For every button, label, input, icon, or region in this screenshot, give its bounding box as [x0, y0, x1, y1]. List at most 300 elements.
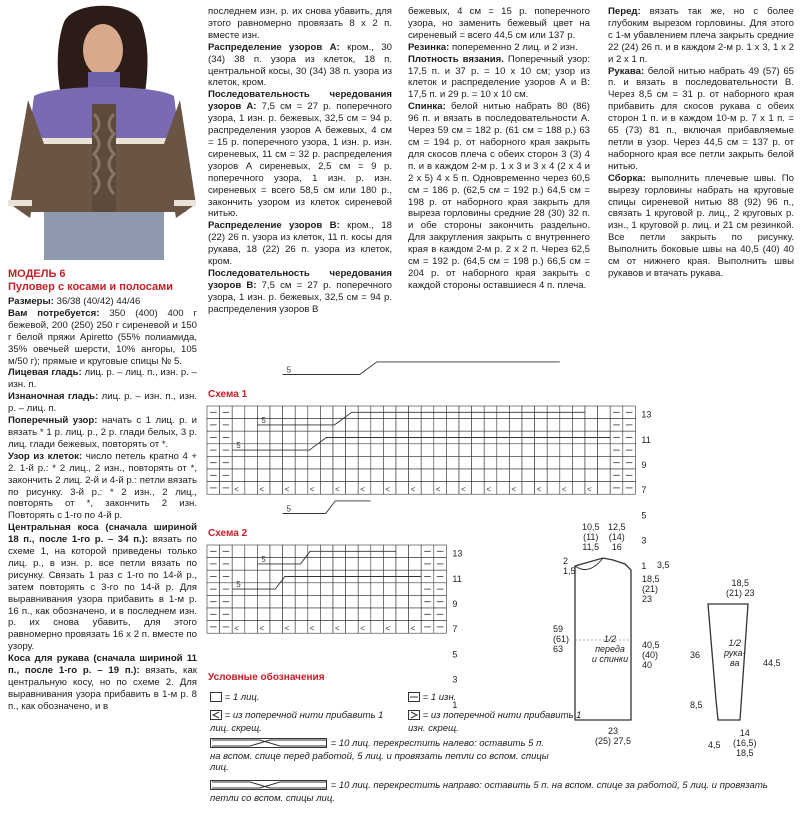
stockinette-value: лиц. р. – лиц. п., изн. р. – изн. п. — [8, 367, 197, 391]
schema-2-cell — [409, 545, 422, 558]
schema-1-cell — [383, 469, 396, 482]
schema-1-cell — [371, 469, 384, 482]
schema-2-increase-mark: < — [284, 624, 290, 634]
back-value: белой нитью набрать 80 (86) 96 п. и вязать в последовательности А. Через 59 см = 182 р. (61 см = 188 р.) 63 см = 194 р. от наборного края закрыть для скосов плеча с обеих сторон 3 (3) 4 п. и в каждом 2-м р. 1 х 3 и 3 х 4 (2 х 4 и 2 х 5) 4 х 5 п. Одновременно через 60,5 см = 186 р. (62,5 см = 192 р.) 64,5 см = 198 р. от наборного края закрыть для выреза горловины средние 28 (30) 32 п. и обе стороны закончить раздельно. Для закругления закрыть с внутреннего края в каждом 2-м р. 2 х 2 п. Через 62,5 см = 192 р. (64,5 см = 198 р.) 66,5 см = 204 р. от наборного края закрыть с каждой стороны оставшиеся 4 п. плеча. — [408, 101, 590, 291]
schema-1-cell — [535, 469, 548, 482]
schema-1-cell — [598, 406, 611, 419]
schema-2-cell — [283, 583, 296, 596]
sleeve-total-dim: 44,5 — [763, 658, 781, 668]
schema-1-row-number: 3 — [641, 535, 647, 546]
schema-1-cell — [245, 469, 258, 482]
schema-2-cell — [270, 595, 283, 608]
schema-1-cell — [409, 419, 422, 432]
column-3 — [408, 6, 590, 292]
schema-2-cell — [283, 608, 296, 621]
armhole-dim — [642, 574, 660, 604]
shoulder-width: 12,5 — [608, 522, 626, 532]
schema-1-cell — [585, 419, 598, 432]
schema-1-cell — [459, 419, 472, 432]
schema-2-cell — [396, 583, 409, 596]
sleeve-cable-label: Коса для рукава (сначала шириной 11 п., после 1-го р. – 19 п.): — [8, 653, 197, 677]
schema-1-cell — [585, 444, 598, 457]
sleeve-top-alt: (21) 23 — [726, 588, 755, 598]
length-alt: (61) — [553, 634, 570, 644]
schema-1-cell — [572, 444, 585, 457]
schema-1-cell — [270, 469, 283, 482]
schema-2-cell — [245, 558, 258, 571]
distribution-a-label: Распределение узоров А: — [208, 41, 340, 53]
schema-2-cell — [409, 595, 422, 608]
schema-1-increase-mark: < — [561, 485, 567, 495]
schema-1-cell — [245, 482, 258, 495]
schema-1-cell — [598, 444, 611, 457]
schema-2-cell — [346, 595, 359, 608]
schema-2-cell — [320, 583, 333, 596]
schema-1-row-number: 7 — [641, 485, 647, 496]
schema-1-cell — [308, 456, 321, 469]
schema-1-cell — [560, 444, 573, 457]
schema-1-cell — [295, 406, 308, 419]
schema-1-cell — [409, 469, 422, 482]
schema-1-cell — [396, 456, 409, 469]
schema-1-cell — [371, 456, 384, 469]
schema-1-cable-line — [283, 362, 560, 375]
schema-2-row-number: 3 — [452, 674, 458, 685]
legend-cross-right — [210, 780, 770, 804]
schema-2-cell — [333, 595, 346, 608]
body-label-c: и спинки — [591, 654, 629, 664]
schema-2-row-number: 13 — [452, 548, 463, 559]
schema-1-cell — [232, 419, 245, 432]
schema-1-cell — [346, 469, 359, 482]
schema-1-cell — [358, 469, 371, 482]
schema-2-cell — [232, 545, 245, 558]
schema-2-cell — [320, 608, 333, 621]
schema-1-row-number: 9 — [641, 460, 647, 470]
schema-2-increase-mark: < — [360, 624, 365, 634]
neck-front-dim: 3,5 — [657, 560, 670, 570]
schema-2-cell — [371, 583, 384, 596]
schema-2-cell — [295, 545, 308, 558]
schema-1-cell — [232, 456, 245, 469]
schema-1-cell — [283, 456, 296, 469]
schema-1-row-number: 5 — [641, 510, 647, 521]
schema-2-row-number: 7 — [452, 624, 458, 635]
central-cable-value: вязать по схеме 1, на которой приведены только лиц. р., в изн. р. все петли вязать по рисунку. Связать 1 раз с 1-го по 14-й р., затем повторять с 3-го по 14-й р. Для выравнивания узора прибавить в 1-м р. 16 п., как обозначено, и в последнем изн. р. их снова убавить, для этого равномерно провязать 16 х 2 п. вместе по узору. — [8, 534, 198, 653]
rib-label: Резинка: — [408, 41, 450, 53]
schema-1-cell — [320, 469, 333, 482]
schema-1-cell — [598, 482, 611, 495]
schema-1-cell — [346, 482, 359, 495]
schema-1-cable-label: 5 — [261, 415, 266, 425]
schema-1-cell — [560, 419, 573, 432]
schema-2-row-number: 5 — [452, 649, 458, 660]
schema-1-cell — [535, 419, 548, 432]
schema-1-cell — [320, 406, 333, 419]
neck-depth-back: 2 — [563, 556, 569, 566]
schema-1-cell — [472, 456, 485, 469]
knit-symbol-icon — [210, 692, 222, 705]
legend-cross-left — [210, 738, 550, 773]
legend-inc-left — [210, 710, 400, 734]
schema-2-cell — [383, 558, 396, 571]
schema-1-title: Схема 1 — [208, 389, 248, 400]
schema-1-cell — [270, 456, 283, 469]
reverse-stockinette-label: Изнаночная гладь: — [8, 391, 99, 403]
schema-2-cell — [245, 621, 258, 634]
schema-1-cell — [295, 431, 308, 444]
schema-2-increase-mark: < — [234, 624, 239, 634]
schema-2-cell — [333, 608, 346, 621]
schema-1-cell — [257, 456, 270, 469]
schema-1-cell — [446, 419, 459, 432]
side-dim — [642, 640, 660, 670]
half-width: 23 — [607, 726, 618, 736]
schema-2-row-number: 1 — [452, 699, 458, 710]
side: 40,5 — [642, 640, 660, 650]
col2-continuation: последнем изн. р. их снова убавить, для этого равномерно провязать 8 х 2 п. вместе изн. — [208, 6, 392, 41]
schema-2-cell — [270, 621, 283, 634]
schema-1-cable-label: 5 — [286, 365, 292, 375]
schema-1-cell — [522, 456, 535, 469]
schema-1-cell — [446, 456, 459, 469]
schema-1-cell — [346, 456, 359, 469]
schema-1-increase-mark: < — [234, 485, 239, 495]
legend-purl — [408, 692, 588, 705]
schema-1-cell — [509, 444, 522, 457]
front-label: Перед: — [608, 6, 641, 17]
length-l: 63 — [553, 644, 564, 654]
schema-2-increase-mark: < — [335, 624, 340, 634]
schema-1-cell — [585, 469, 598, 482]
schema-2-cell — [320, 621, 333, 634]
back-label: Спинка: — [408, 101, 446, 113]
schema-2-cable-label: 5 — [261, 554, 266, 564]
sizes-label: Размеры: — [8, 296, 54, 307]
schema-1-cell — [409, 444, 422, 457]
schema-1-cell — [346, 444, 359, 457]
schema-2-cell — [257, 608, 270, 621]
check-pattern-value: число петель кратно 4 + 2. 1-й р.: * 2 лиц., 2 изн., повторять от *, закончить 2 лиц. 2-й и 4-й р.: петли вязать по рисунку. 3-й р.: * 2 изн., 2 лиц., повторять от *, закончить 2 изн. Повторять с 1-го по 4-й р. — [8, 450, 198, 522]
schema-2-cell — [245, 595, 258, 608]
schema-1-cell — [396, 444, 409, 457]
schema-1-cell — [598, 469, 611, 482]
schema-1-cell — [371, 482, 384, 495]
schema-1-cell — [547, 419, 560, 432]
distribution-a-value: кром., 30 (34) 38 п. узора из клеток, 18 п. центральной косы, 30 (34) 38 п. узора из клеток, кром. — [208, 41, 392, 89]
neck-width-l: 11,5 — [582, 542, 600, 552]
schema-2-cable-line — [283, 501, 371, 514]
schema-1-cell — [522, 444, 535, 457]
sleeve-label-c: ва — [729, 658, 740, 668]
schema-1-cell — [308, 469, 321, 482]
schema-1-cell — [497, 444, 510, 457]
schema-2-cell — [270, 545, 283, 558]
side-alt: (40) — [642, 650, 659, 660]
schema-1-increase-mark: < — [435, 485, 441, 495]
schema-1-cell — [383, 419, 396, 432]
schema-1-cell — [358, 444, 371, 457]
schema-1-cell — [295, 456, 308, 469]
sleeve-bottom-l: 18,5 — [735, 748, 754, 758]
sleeve-cable-value: вязать, как центральную косу, но по схеме 2. Для выравнивания узора прибавить в 1-м р. 8 п., как обозначено, и в — [8, 665, 197, 712]
model-name: Пуловер с косами и полосами — [8, 281, 173, 293]
materials-label: Вам потребуется: — [8, 307, 100, 319]
schema-2-cell — [320, 595, 333, 608]
legend-inc-right-text: = из поперечной нити прибавить 1 изн. скрещ. — [408, 710, 582, 734]
stripe-pattern-value: начать с 1 лиц. р. и вязать * 1 р. лиц. р., 2 р. глади белых, 3 р. лиц. глади бежевых, повторять от *. — [8, 415, 197, 450]
schema-1-increase-mark: < — [536, 485, 542, 495]
column-2 — [208, 6, 392, 316]
central-cable-label: Центральная коса (сначала шириной 18 п., после 1-го р. – 34 п.): — [8, 522, 197, 546]
schema-1-cell — [396, 469, 409, 482]
schema-1-cell — [358, 456, 371, 469]
model-title-block — [8, 268, 198, 294]
schema-2-cell — [371, 608, 384, 621]
schema-1-cell — [257, 431, 270, 444]
materials-value: 350 (400) 400 г бежевой, 200 (250) 250 г сиреневой и 150 г белой пряжи Apiretto (55% полиамида, 35% овечьей шерсти, 10% ангоры, 105 м/50 г); прямые и круговые спицы № 5. — [8, 307, 197, 367]
assembly-value: выполнить плечевые швы. По вырезу горловины набрать на круговые спицы сиреневой нитью 88 (92) 96 п., связать 1 круговой р. лиц., 2 круговых р. изн., 1 круговой р. лиц. и 21 см резинкой. Все петли закрыть по рисунку. Выполнить боковые швы на 40,5 (40) 40 см от нижнего края. Выполнить швы рукавов и втачать рукава. — [608, 172, 795, 279]
schema-2-cell — [358, 608, 371, 621]
schema-2-cell — [396, 608, 409, 621]
schema-1-cell — [421, 444, 434, 457]
schema-2-cell — [283, 545, 296, 558]
schema-2-cell — [295, 595, 308, 608]
shoulder-width-alt: (14) — [608, 532, 625, 542]
sleeve-label-a: 1/2 — [728, 638, 741, 648]
column-4 — [608, 6, 794, 280]
schema-1-cell — [484, 419, 497, 432]
schema-1-cell — [572, 419, 585, 432]
schema-1-cell — [484, 444, 497, 457]
schema-1-cell — [421, 456, 434, 469]
sleeve-top-dim — [726, 578, 755, 598]
schema-2-cell — [232, 558, 245, 571]
schema-1-increase-mark: < — [309, 485, 315, 495]
schema-2-cell — [346, 608, 359, 621]
sleeve-bottom-alt: (16,5) — [733, 738, 757, 748]
armhole: 18,5 — [642, 574, 660, 584]
schema-2-row-number: 11 — [452, 573, 462, 584]
assembly-label: Сборка: — [608, 172, 646, 184]
schema-1-cell — [509, 469, 522, 482]
schema-1-cell — [346, 419, 359, 432]
cross-right-symbol-icon — [210, 780, 328, 793]
half-width-alt: (25) 27,5 — [594, 736, 632, 746]
schema-1-increase-mark: < — [461, 485, 466, 495]
sleeve-piece-label — [724, 638, 745, 668]
schema-1-row-number: 13 — [641, 409, 652, 420]
schema-1-cell — [547, 482, 560, 495]
neck-width: 10,5 — [582, 522, 600, 532]
shoulder-dim — [608, 522, 626, 552]
sleeve-top: 18,5 — [731, 578, 750, 588]
front-value: вязать так же, но с более глубоким вырезом горловины. Для этого с 1-м убавлением плеча закрыть средние 22 (24) 26 п. и в каждом 2-м р. 1 х 3, 1 х 2 и 2 х 1 п. — [608, 6, 794, 65]
schema-2-cell — [346, 558, 359, 571]
model-photo — [4, 4, 196, 260]
schema-1-cell — [409, 456, 422, 469]
model-number: МОДЕЛЬ 6 — [8, 268, 66, 280]
schema-1-cell — [598, 419, 611, 432]
schema-1-cell — [459, 444, 472, 457]
schema-1-cell — [333, 469, 346, 482]
schema-2-cell — [270, 608, 283, 621]
schema-1-row-number: 1 — [641, 560, 647, 571]
schema-2-increase-mark: < — [410, 624, 416, 634]
schema-1-cell — [333, 444, 346, 457]
schema-2-row-number: 9 — [452, 599, 458, 609]
schema-1-cell — [320, 456, 333, 469]
schema-1-cell — [472, 419, 485, 432]
schema-1-cell — [484, 469, 497, 482]
schema-1-cable-label: 5 — [236, 441, 241, 451]
schema-1-cell — [572, 469, 585, 482]
schema-1-increase-mark: < — [284, 485, 290, 495]
schema-1-cell — [497, 482, 510, 495]
schema-1-cell — [572, 482, 585, 495]
sleeve-bottom-dim — [733, 728, 757, 758]
sleeve-edge-dim: 4,5 — [708, 740, 721, 750]
body-piece-label — [585, 634, 635, 664]
schema-1-cell — [572, 456, 585, 469]
schema-1-cell — [560, 469, 573, 482]
legend-inc-right — [408, 710, 598, 734]
schema-2-cell — [371, 621, 384, 634]
schema-1-cell — [434, 419, 447, 432]
schema-1-cell — [396, 419, 409, 432]
schema-1-cell — [497, 419, 510, 432]
side-l: 40 — [642, 660, 653, 670]
schema-1-cell — [509, 456, 522, 469]
schema-1-cell — [522, 469, 535, 482]
schema-2-cell — [245, 608, 258, 621]
schema-1-cell — [245, 406, 258, 419]
schema-1-cell — [421, 469, 434, 482]
body-label-a: 1/2 — [603, 634, 617, 644]
schema-2-cell — [396, 558, 409, 571]
inc-left-symbol-icon — [210, 710, 222, 723]
schema-1-cell — [434, 444, 447, 457]
sequence-a-value: 7,5 см = 27 р. поперечного узора, 1 изн. р. бежевых, 32,5 см = 94 р. распределения узоров А бежевых, 4 см = 15 р. поперечного узора, 1 изн. р. изн. сиреневых, 11 см = 32 р. распределения узоров А сиреневых, 2,5 см = 9 р. поперечного узора, 1 изн. р. изн. сиреневых = всего 58,5 см или 180 р., закончить узором из клеток сиреневой нитью. — [208, 101, 392, 220]
schema-2-cell — [232, 595, 245, 608]
schema-1-cell — [547, 456, 560, 469]
schema-2-cell — [257, 595, 270, 608]
legend-knit-text: = 1 лиц. — [224, 692, 260, 703]
schema-1-cell — [358, 419, 371, 432]
schema-1-cell — [257, 469, 270, 482]
rib-value: попеременно 2 лиц. и 2 изн. — [451, 41, 578, 53]
schema-1-cell — [270, 431, 283, 444]
schema-2-cell — [333, 558, 346, 571]
schema-1-cell — [484, 456, 497, 469]
schema-1-cell — [320, 444, 333, 457]
schema-1-cell — [535, 444, 548, 457]
schema-2-cell — [409, 583, 422, 596]
distribution-b-label: Распределение узоров В: — [208, 220, 340, 232]
length-dim — [553, 624, 569, 654]
schema-1-cell — [270, 482, 283, 495]
schema-2-cell — [308, 595, 321, 608]
col3-continuation: бежевых, 4 см = 15 р. поперечного узора, но заменить бежевый цвет на сиреневый = всего 44,5 см или 137 р. — [408, 6, 590, 41]
schema-1-cell — [472, 482, 485, 495]
schema-1-cell — [308, 406, 321, 419]
schema-2-cell — [308, 583, 321, 596]
schema-2-cell — [257, 570, 270, 583]
neck-depth-front: 1,5 — [563, 566, 576, 576]
schema-1-cell — [547, 469, 560, 482]
inc-right-symbol-icon — [408, 710, 420, 723]
schema-2-cell — [308, 558, 321, 571]
schema-1-increase-mark: < — [259, 485, 265, 495]
sleeve-height-dim: 36 — [690, 650, 701, 660]
schema-2-cell — [409, 558, 422, 571]
schema-1-cell — [598, 456, 611, 469]
schema-1-cell — [232, 469, 245, 482]
schema-1-cell — [535, 456, 548, 469]
schema-1-cell — [509, 419, 522, 432]
schema-1-cell — [333, 456, 346, 469]
schema-2-cell — [232, 608, 245, 621]
schema-2-increase-mark: < — [309, 624, 315, 634]
neck-width-alt: (11) — [583, 532, 599, 542]
sleeves-label: Рукава: — [608, 65, 645, 77]
schema-2-cell — [270, 570, 283, 583]
schema-1-increase-mark: < — [385, 485, 391, 495]
schema-1-cell — [434, 456, 447, 469]
schema-1-cell — [497, 469, 510, 482]
length: 59 — [553, 624, 564, 634]
schema-2-cell — [383, 595, 396, 608]
schema-1-increase-mark: < — [410, 485, 416, 495]
schema-2-cell — [333, 583, 346, 596]
schema-1-cell — [333, 406, 346, 419]
schema-2-cell — [283, 595, 296, 608]
schema-1-cell — [232, 406, 245, 419]
schema-1-cell — [295, 482, 308, 495]
schema-2-title: Схема 2 — [208, 528, 248, 539]
schema-1-cell — [283, 469, 296, 482]
sequence-b-value: 7,5 см = 27 р. поперечного узора, 1 изн. р. бежевых, 32,5 см = 94 р. распределения узоров В — [208, 279, 392, 315]
sequence-a-label: Последовательность чередования узоров А: — [208, 89, 392, 113]
schema-1-cell — [446, 482, 459, 495]
schema-1-increase-mark: < — [335, 485, 340, 495]
schema-1-cell — [585, 406, 598, 419]
schema-1-increase-mark: < — [486, 485, 491, 495]
schema-2-cell — [358, 595, 371, 608]
schema-2-cell — [371, 558, 384, 571]
schema-1-increase-mark: < — [360, 485, 365, 495]
schema-1-cell — [396, 482, 409, 495]
legend-inc-left-text: = из поперечной нити прибавить 1 лиц. скрещ. — [210, 710, 384, 734]
schema-2-increase-mark: < — [385, 624, 391, 634]
schema-2-cable-label: 5 — [286, 504, 292, 514]
cuff-dim: 8,5 — [690, 700, 703, 710]
legend-cross-left-text: = 10 лиц. перекрестить налево: оставить 5 п. на вспом. спице перед работой, 5 лиц. и провязать петли со вспом. спицы лиц. — [210, 738, 549, 773]
legend-cross-right-text: = 10 лиц. перекрестить направо: оставить 5 п. на вспом. спице за работой, 5 лиц. и провязать петли со вспом. спицы лиц. — [210, 780, 768, 804]
stockinette-label: Лицевая гладь: — [8, 367, 82, 379]
armhole-alt: (21) — [642, 584, 659, 594]
schema-2-cell — [371, 595, 384, 608]
schema-1-cell — [472, 444, 485, 457]
schema-2-cell — [358, 558, 371, 571]
schema-1-cell — [446, 444, 459, 457]
schema-1-cell — [459, 469, 472, 482]
schema-1-cell — [472, 469, 485, 482]
gauge-label: Плотность вязания. — [408, 53, 504, 65]
legend-purl-text: = 1 изн. — [422, 692, 457, 703]
schema-1-increase-mark: < — [587, 485, 592, 495]
schema-1-cell — [459, 456, 472, 469]
